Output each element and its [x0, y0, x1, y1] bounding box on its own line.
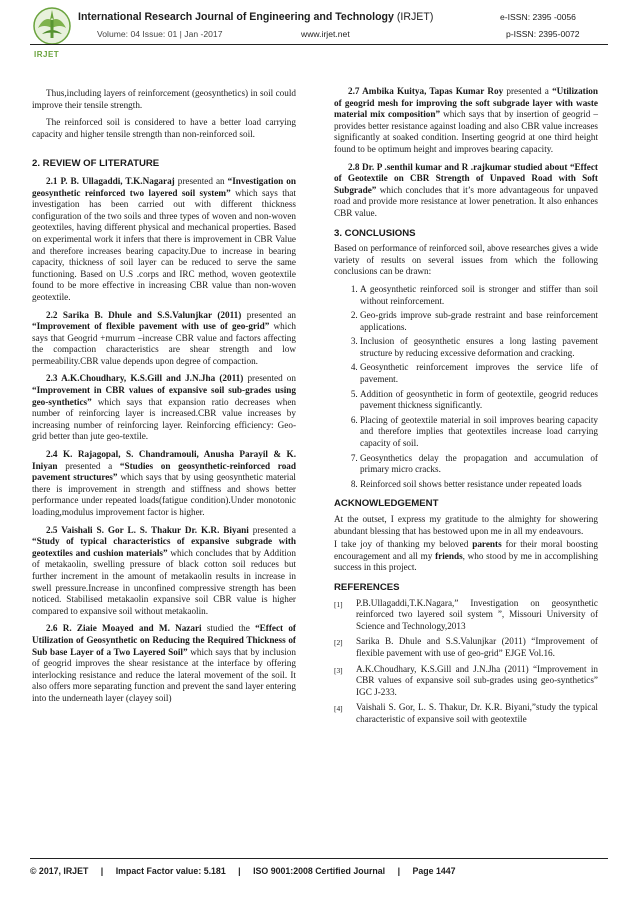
conclusion-item: 7. Geosynthetics delay the propagation and accumulation of primary micro cracks. — [360, 453, 598, 476]
review-2-5-authors: 2.5 Vaishali S. Gor L. S. Thakur Dr. K.R. Biyani — [46, 524, 249, 535]
footer-iso: ISO 9001:2008 Certified Journal — [253, 866, 386, 876]
review-2-1-body: which says that investigation has been carried out with different thickness configuration of the two soils and three types of woven and non-woven geotextiles, having different physical and mechanical properties. Based on experimental work it infers that there is improvement in CBR Value and therefore increases bearing capacity.Due to increase in bearing capacity, thickness of soil layer can be reduced to serve the same functioning. Based on U.S .corps and IRC method, woven geotextile found to be more effective in increasing CBR value than non-woven geotextile. — [32, 187, 296, 302]
reference-text: P.B.Ullagaddi,T.K.Nagara,” Investigation on geosynthetic reinforced two layered soil system ”, Missouri University of Science and Technology,2013 — [356, 597, 598, 631]
conclusion-item: 5. Addition of geosynthetic in form of geotextile, geogrid reduces pavement thickness significantly. — [360, 389, 598, 412]
review-2-8 — [334, 162, 598, 220]
conclusions-list — [334, 284, 598, 491]
section-heading-literature: 2. REVIEW OF LITERATURE — [32, 158, 160, 170]
conclusion-item: 1. A geosynthetic reinforced soil is stronger and stiffer than soil without reinforcement. — [360, 284, 598, 307]
irjet-logo-icon — [32, 6, 72, 46]
review-2-8-title: “Effect of Geotextile on CBR Strength of Unpaved Road with Soft Subgrade” — [334, 161, 598, 195]
review-2-3-title: “Improvement in CBR values of expansive soil sub-grades using geo-synthetics” — [32, 385, 296, 407]
header-divider — [30, 44, 608, 45]
review-2-4-authors: 2.4 K. Rajagopal, S. Chandramouli, Anusha Parayil & K. Iniyan — [32, 449, 296, 471]
review-2-7-title: “Utilization of geogrid mesh for improving the soft subgrade layer with waste material mix composition” — [334, 86, 598, 120]
right-column — [334, 86, 598, 730]
review-2-1-verb: presented an — [174, 175, 228, 186]
review-2-4 — [32, 449, 296, 519]
reference-text: A.K.Choudhary, K.S.Gill and J.N.Jha (2011) “Improvement in CBR values of expansive soil sub-grades using geo-synthetics” IGC J-233. — [356, 663, 598, 697]
journal-title — [78, 11, 433, 23]
review-2-3-verb: presented on — [243, 373, 296, 384]
review-2-8-body: which concludes that it’s more advantageous for unpaved road and provide more resistance at lower penetration. It also enhances CBR value. — [334, 184, 598, 218]
ack-paragraph-1: At the outset, I express my gratitude to the almighty for showering abundant blessing that has bestowed upon me in all my endeavours. — [334, 514, 598, 536]
references-list — [334, 598, 598, 726]
review-2-7 — [334, 86, 598, 156]
review-2-1-title: “Investigation on geosynthetic reinforced two layered soil system” — [32, 175, 296, 198]
website-link[interactable]: www.irjet.net — [301, 29, 350, 39]
footer-impact-factor: Impact Factor value: 5.181 — [115, 866, 226, 876]
pissn: p-ISSN: 2395-0072 — [506, 29, 580, 39]
conclusion-item: 8. Reinforced soil shows better resistance under repeated loads — [360, 479, 598, 491]
reference-text: Vaishali S. Gor, L. S. Thakur, Dr. K.R. Biyani,”study the typical characteristic of expansive soil with geotextile — [356, 702, 598, 724]
conclusion-item: 3. Inclusion of geosynthetic ensures a long lasting pavement structure by reducing excessive deformation and cracking. — [360, 336, 598, 359]
ack-paragraph-2 — [334, 539, 598, 574]
conclusion-item: 4. Geosynthetic reinforcement improves the service life of pavement. — [360, 362, 598, 385]
review-2-5-body: which concludes that by Addition of metakaolin, swelling pressure of black cotton soil reduces but further increment in the amount of metakaolin results in increase in swell pressure.Increase in unconfined compressive strength has been noticed. Stabilised metakaolin expansive soil CBR value is higher compared to expansive soil without metakaolin. — [32, 547, 296, 616]
ack-text: , who stood by me in accomplishing success in this project. — [334, 550, 598, 573]
page-header — [0, 0, 638, 74]
review-2-3 — [32, 373, 296, 443]
footer-divider — [30, 858, 608, 859]
review-2-1 — [32, 176, 296, 304]
reference-item — [334, 636, 598, 659]
review-2-2-verb: presented an — [241, 309, 296, 320]
page-footer — [30, 866, 608, 876]
review-2-6-authors: 2.6 R. Ziaie Moayed and M. Nazari — [46, 623, 202, 634]
reference-number: [4] — [334, 704, 343, 714]
reference-number: [1] — [334, 599, 343, 609]
ack-text: for their moral boosting encouragement and all my — [334, 539, 598, 561]
review-2-2-title: “Improvement of flexible pavement with use of geo-grid” — [32, 321, 270, 332]
ack-parents: parents — [472, 539, 502, 550]
review-2-7-verb: presented a — [503, 86, 553, 96]
volume-issue: Volume: 04 Issue: 01 | Jan -2017 — [97, 29, 223, 39]
review-2-2-body: which says that Geogrid +murrum –increase CBR value and factors affecting the compaction characteristics are shear strength and low permeability.CBR value depends upon degree of compaction. — [32, 321, 296, 366]
intro-paragraph-1: Thus,including layers of reinforcement (geosynthetics) in soil could improve their tensile strength. — [32, 88, 296, 110]
review-2-3-authors: 2.3 A.K.Choudhary, K.S.Gill and J.N.Jha (2011) — [46, 373, 244, 384]
footer-page-number: Page 1447 — [412, 866, 456, 876]
review-2-3-body: which says that expansion ratio decreases when number of reinforcing layer is increased.CBR value increases by increasing number of reinforcing layer. Reinforcing efficiency: Geo-grid better than jute geo-textile. — [32, 396, 296, 442]
footer-copyright: © 2017, IRJET — [30, 866, 89, 876]
eissn: e-ISSN: 2395 -0056 — [500, 12, 576, 22]
conclusions-intro: Based on performance of reinforced soil, above researches gives a wide variety of results on several issues from which the following conclusions can be drawn: — [334, 243, 598, 277]
review-2-1-authors: 2.1 P. B. Ullagaddi, T.K.Nagaraj — [46, 175, 175, 186]
review-2-6-verb: studied the — [201, 623, 256, 634]
left-column — [32, 88, 296, 711]
review-2-6-title: “Effect of Utilization of Geosynthetic on Reducing the Required Thickness of Sub base Layer of a Two Layered Soil” — [32, 623, 296, 657]
footer-separator: | — [397, 866, 401, 876]
ack-text: I take joy of thanking my beloved — [334, 539, 473, 550]
review-2-2-authors: 2.2 Sarika B. Dhule and S.S.Valunjkar (2011) — [46, 309, 242, 320]
reference-number: [2] — [334, 638, 343, 648]
reference-item — [334, 598, 598, 633]
reference-item — [334, 702, 598, 725]
ack-friends: friends — [435, 550, 463, 561]
section-heading-acknowledgement: ACKNOWLEDGEMENT — [334, 498, 439, 510]
review-2-5 — [32, 525, 296, 618]
review-2-2 — [32, 310, 296, 368]
reference-item — [334, 664, 598, 699]
section-heading-references: REFERENCES — [334, 581, 400, 593]
intro-paragraph-2: The reinforced soil is considered to have a better load carrying capacity and higher tensile strength than non-reinforced soil. — [32, 117, 296, 139]
review-2-5-verb: presented a — [248, 524, 296, 535]
review-2-6-body: which says that by inclusion of geogrid improves the shear resistance at the interface by offering interlocking resistance and reduce the lateral movement of the soil. It also offers more separating function and prevent the sand layer entering into the underneath layer (clayey soil) — [32, 646, 296, 703]
logo-caption: IRJET — [34, 50, 60, 59]
review-2-7-body: which says that by insertion of geogrid –provides better resistance against loading and also CBR value increases significantly at soaked condition. Inserting geogrid at one third height found to be optimum height and improves bearing capacity. — [334, 109, 598, 154]
journal-abbr: (IRJET) — [396, 11, 434, 23]
review-2-4-body: which says that by using geosynthetic material there is improvement in strength and stiffness and shows better performance under repeated loads(fatigue condition).Under monotonic loading,modulus improvement factor is higher. — [32, 472, 296, 517]
section-heading-conclusions: 3. CONCLUSIONS — [334, 227, 416, 239]
reference-text: Sarika B. Dhule and S.S.Valunjkar (2011) “Improvement of flexible pavement with use of geo-grid” EJGE Vol.16. — [356, 636, 598, 658]
reference-number: [3] — [334, 665, 343, 675]
review-2-8-authors: 2.8 Dr. P .senthil kumar and R .rajkumar studied about — [348, 161, 568, 172]
review-2-5-title: “Study of typical characteristics of expansive subgrade with geotextiles and cushion materials” — [32, 536, 296, 558]
footer-separator: | — [100, 866, 104, 876]
review-2-4-title: “Studies on geosynthetic-reinforced road pavement structures” — [32, 460, 297, 483]
journal-name: International Research Journal of Engineering and Technology — [78, 11, 394, 23]
review-2-7-authors: 2.7 Ambika Kuitya, Tapas Kumar Roy — [348, 86, 504, 96]
conclusion-item: 6. Placing of geotextile material in soil improves bearing capacity and therefore implies that geotextiles increase load carrying capacity of soil. — [360, 415, 598, 450]
review-2-6 — [32, 623, 296, 704]
conclusion-item: 2. Geo-grids improve sub-grade restraint and base reinforcement applications. — [360, 310, 598, 333]
review-2-4-verb: presented a — [57, 460, 120, 471]
footer-separator: | — [238, 866, 241, 876]
